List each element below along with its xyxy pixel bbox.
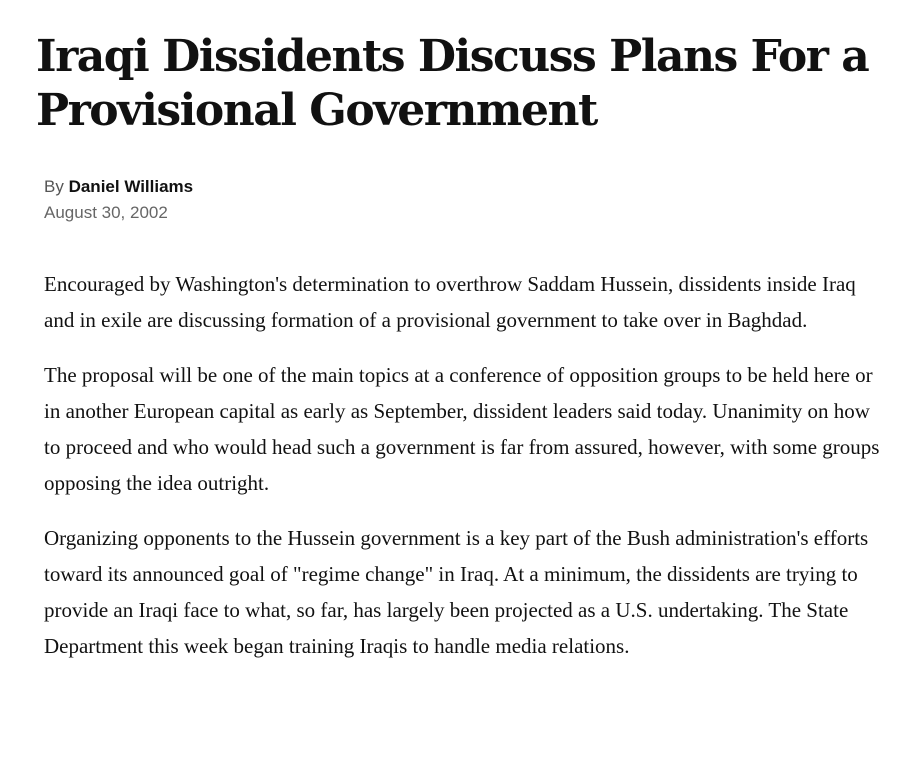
article-body (44, 266, 884, 664)
paragraph: Organizing opponents to the Hussein government is a key part of the Bush administration's efforts toward its announced goal of "regime change" in Iraq. At a minimum, the dissidents are trying to provide an Iraqi face to what, so far, has largely been projected as a U.S. undertaking. The State Department this week began training Iraqis to handle media relations. (44, 526, 869, 658)
byline (44, 174, 896, 200)
publish-date: August 30, 2002 (44, 203, 168, 222)
byline-block (44, 174, 896, 225)
author-link[interactable]: Daniel Williams (68, 177, 194, 196)
paragraph: The proposal will be one of the main topics at a conference of opposition groups to be held here or in another European capital as early as September, dissident leaders said today. Unanimity on how to proceed and who would head such a government is far from assured, however, with some groups opposing the idea outright. (44, 363, 880, 495)
paragraph: Encouraged by Washington's determination to overthrow Saddam Hussein, dissidents inside Iraq and in exile are discussing formation of a provisional government to take over in Baghdad. (44, 272, 856, 332)
headline: Iraqi Dissidents Discuss Plans For a Provisional Government (36, 31, 869, 136)
byline-prefix: By (44, 177, 64, 196)
article (36, 30, 896, 683)
